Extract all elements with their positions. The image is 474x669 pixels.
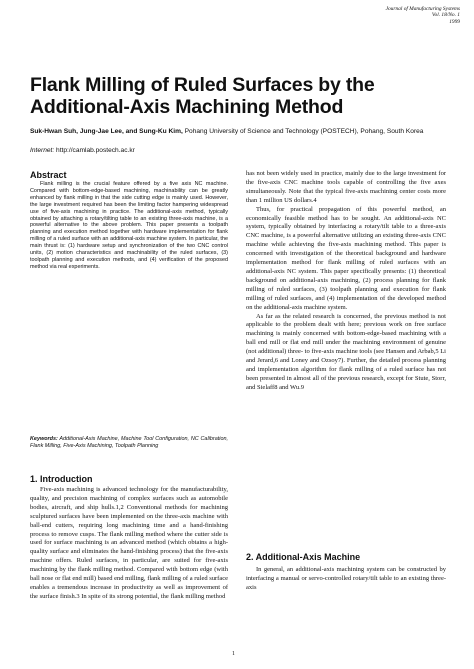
abstract-heading: Abstract [30,170,67,180]
paragraph: Thus, for practical propagation of this powerful method, an economically feasible method has to be sought. An additional-axis NC system, typically obtained by interfacing a rotary/tilt table to a three-axis CNC machine, is a powerful alternative utilizing an existing three-axis CNC machine while achieving the five-axis machining method. This paper is concerned with investigation of the theoretical background and hardware implementation method for flank milling of ruled surfaces with an additional-axis NC system. This paper specifically presents: (1) theoretical background on additional-axis machining, (2) process planning for flank milling of ruled surfaces, (3) toolpath planning and execution for flank milling of ruled surfaces, and (4) implementation of the developed method on the additional-axis machine system. [246,205,446,311]
abstract-text: Flank milling is the crucial feature offered by a five axis NC machine. Compared with bottom-edge-based machining, machinability can be greatly enhanced by flank milling in that the side cutting edge is mainly used. However, the large investment required has been the limiting factor hampering widespread use of five-axis machining in practice. The additional-axis method, typically obtained by attaching a rotary/tilting table to an existing three-axis machine, is a powerful alternative to the above problem. This paper presents a toolpath planning and execution method together with hardware implementation for flank milling of a ruled surface with an additional-axis machine system. In particular, the main thrust is: (1) hardware setup and synchronization of the two CNC control units, (2) motion characteristics and machinability of the ruled surfaces, (3) toolpath planning and execution methods, and (4) verification of the proposed method via real experiments. [30,181,228,270]
paragraph: has not been widely used in practice, mainly due to the large investment for the five-axis CNC machine tools capable of controlling the five axes simultaneously. Note that the typical five-axis machining center costs more than 1 million US dollars.4 [246,170,446,204]
paragraph: As far as the related research is concerned, the previous method is not applicable to the problem dealt with here; previous work on free surface machining is mainly concerned with bottom-edge-based machining with a ball end mill or flat end mill under the machining environment of genuine (not additional) three- to five-axis machine tools (see Hansen and Arbab,5 Li and Jerard,6 and Loney and Ozsoy7). Further, the detailed process planning and implementation algorithm for flank milling of a ruled surface has not been presented in almost all of the previous research, except for Stute, Storr, and Sielaff8 and Wu.9 [246,312,446,391]
internet-url: http://camlab.postech.ac.kr [56,147,135,154]
paper-title: Flank Milling of Ruled Surfaces by the Additional-Axis Machining Method [30,74,375,118]
author-affiliation: Pohang University of Science and Technology (POSTECH), Pohang, South Korea [184,128,424,135]
right-column [246,170,446,393]
introduction-text: Five-axis machining is advanced technology for the manufacturability, quality, and precision machining of complex surfaces such as automobile bodies, aircraft, and ship hulls.1,2 Conventional methods for machining sculptured surfaces have been implemented on the three-axis machine with ball-end cutters, requiring long machining time and a hand-finishing process to remove cusps. The flank milling method where the cutter side is used for surface machining is an advanced method (which obtains a high-quality surface and eliminates the hand-finishing process) that the five-axis machine offers. Ruled surfaces, in particular, are suited for five-axis machining by the flank milling method. Compared with bottom edge (with ball nose or flat end mill) based end milling, flank milling of a ruled surface enables a tremendous increase in productivity as well as improvement of the surface finish.3 In spite of its strong potential, the flank milling method [30,486,228,600]
internet-label: Internet: [30,147,55,154]
journal-volume: Vol. 18/No. 1 [431,12,460,19]
keywords-label: Keywords: [30,436,58,442]
section-2-heading: 2. Additional-Axis Machine [246,552,361,562]
internet-line [30,147,135,154]
journal-header [340,6,460,25]
keywords-text: Additional-Axis Machine, Machine Tool Configuration, NC Calibration, Flank Milling, Five-Axis Machining, Toolpath Planning [30,436,229,449]
page-number: 1 [232,651,235,657]
journal-name: Journal of Manufacturing Systems [385,6,460,12]
author-block [30,128,450,137]
section-2-text: In general, an additional-axis machining system can be constructed by interfacing a manual or servo-controlled rotary/tilt table to an existing three-axis [246,566,446,591]
author-names: Suk-Hwan Suh, Jung-Jae Lee, and Sung-Ku Kim, [30,128,183,135]
journal-year: 1999 [449,18,460,25]
introduction-heading: 1. Introduction [30,474,93,484]
keywords [30,436,228,450]
